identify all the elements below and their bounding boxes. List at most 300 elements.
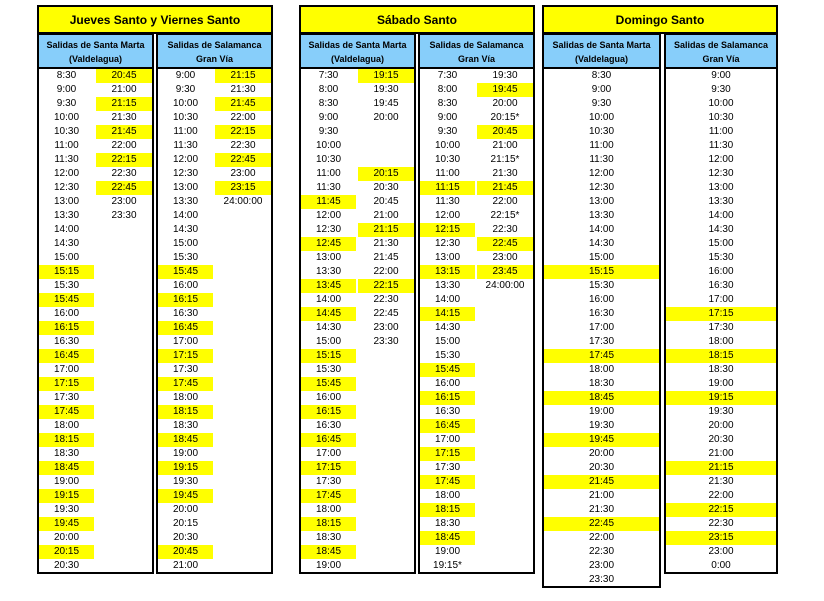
- table-row: [666, 405, 776, 419]
- time-cell: 19:15: [358, 69, 414, 83]
- time-cell: 23:15: [666, 531, 776, 545]
- table-row: [301, 195, 414, 209]
- table-row: [158, 475, 271, 489]
- time-cell: 21:00: [373, 210, 399, 221]
- time-cell: 22:15: [96, 153, 152, 167]
- time-cell: 16:00: [53, 308, 80, 319]
- table-row: [158, 153, 271, 167]
- time-cell: 15:00: [172, 238, 199, 249]
- time-cell: 8:00: [437, 84, 458, 95]
- time-cell: 18:45: [301, 545, 356, 559]
- table-row: [301, 489, 414, 503]
- table-row: [39, 545, 152, 559]
- time-cell: 22:00: [373, 266, 399, 277]
- table-row: [158, 139, 271, 153]
- time-cell: 19:15: [158, 461, 213, 475]
- time-cell: 18:00: [588, 364, 615, 375]
- table-row: [666, 181, 776, 195]
- time-cell: 14:00: [708, 210, 734, 221]
- time-cell: 15:45: [420, 363, 475, 377]
- time-cell: 21:15*: [490, 154, 520, 165]
- table-row: [39, 167, 152, 181]
- time-cell: 17:30: [53, 392, 80, 403]
- table-row: [158, 167, 271, 181]
- time-cell: 16:15: [158, 293, 213, 307]
- table-row: [420, 237, 533, 251]
- time-cell: 19:45: [158, 489, 213, 503]
- time-cell: 10:00: [53, 112, 80, 123]
- table-row: [666, 349, 776, 363]
- table-row: [301, 97, 414, 111]
- time-cell: 19:15: [666, 391, 776, 405]
- table-row: [544, 195, 659, 209]
- time-cell: 9:30: [175, 84, 196, 95]
- table-row: [158, 503, 271, 517]
- time-cell: 9:30: [711, 84, 731, 95]
- time-cell: 8:30: [437, 98, 458, 109]
- time-cell: 17:00: [434, 434, 461, 445]
- time-cell: 15:00: [53, 252, 80, 263]
- table-row: [39, 293, 152, 307]
- time-cell: 9:00: [711, 70, 731, 81]
- time-cell: 11:00: [316, 168, 341, 179]
- time-cell: 21:45: [96, 125, 152, 139]
- table-row: [301, 167, 414, 181]
- table-row: [420, 139, 533, 153]
- panel-title: Jueves Santo y Viernes Santo: [39, 7, 271, 34]
- time-cell: 20:15*: [490, 112, 520, 123]
- table-row: [666, 531, 776, 545]
- column-header-line1: Salidas de Santa Marta: [552, 40, 651, 50]
- table-row: [301, 307, 414, 321]
- table-row: [158, 335, 271, 349]
- time-cell: 20:30: [708, 434, 734, 445]
- table-row: [301, 125, 414, 139]
- table-row: [544, 363, 659, 377]
- table-row: [39, 251, 152, 265]
- time-cell: 20:45: [477, 125, 533, 139]
- table-row: [666, 237, 776, 251]
- time-cell: 15:15: [39, 265, 94, 279]
- table-row: [39, 223, 152, 237]
- time-cell: 23:45: [477, 265, 533, 279]
- time-cell: 18:30: [708, 364, 734, 375]
- table-row: [301, 517, 414, 531]
- table-row: [420, 363, 533, 377]
- table-row: [301, 419, 414, 433]
- time-cell: 16:15: [301, 405, 356, 419]
- time-cell: 15:00: [708, 238, 734, 249]
- time-cell: 15:15: [301, 349, 356, 363]
- table-row: [420, 559, 533, 573]
- table-row: [420, 475, 533, 489]
- time-cell: 14:30: [172, 224, 199, 235]
- table-row: [301, 237, 414, 251]
- time-cell: 17:15: [301, 461, 356, 475]
- time-cell: 22:45: [96, 181, 152, 195]
- time-cell: 12:30: [172, 168, 199, 179]
- time-cell: 11:45: [301, 195, 356, 209]
- time-cell: 18:30: [588, 378, 615, 389]
- time-cell: 14:00: [53, 224, 80, 235]
- time-cell: 20:00: [708, 420, 734, 431]
- table-row: [301, 279, 414, 293]
- time-cell: 15:30: [315, 364, 342, 375]
- column-header: [301, 35, 414, 69]
- time-cell: 14:00: [434, 294, 461, 305]
- time-cell: 18:30: [434, 518, 461, 529]
- time-cell: 20:45: [158, 545, 213, 559]
- time-cell: 23:00: [111, 196, 137, 207]
- table-row: [301, 293, 414, 307]
- table-row: [666, 307, 776, 321]
- time-cell: 18:45: [39, 461, 94, 475]
- time-cell: 22:30: [373, 294, 399, 305]
- time-cell: 13:00: [315, 252, 342, 263]
- column-header: [420, 35, 533, 69]
- time-cell: 11:00: [589, 140, 614, 151]
- time-cell: 15:45: [39, 293, 94, 307]
- time-cell: 16:00: [172, 280, 199, 291]
- time-cell: 10:30: [434, 154, 461, 165]
- time-cell: 16:30: [588, 308, 615, 319]
- time-cell: 22:00: [588, 532, 615, 543]
- time-cell: 21:00: [111, 84, 137, 95]
- time-cell: 9:00: [56, 84, 77, 95]
- time-cell: 16:45: [158, 321, 213, 335]
- column-header-line1: Salidas de Salamanca: [429, 40, 524, 50]
- time-cell: 15:30: [53, 280, 80, 291]
- time-cell: 15:00: [434, 336, 461, 347]
- table-row: [420, 265, 533, 279]
- time-cell: 11:30: [589, 154, 614, 165]
- table-row: [158, 531, 271, 545]
- table-row: [544, 181, 659, 195]
- time-cell: 7:30: [318, 70, 339, 81]
- time-cell: 24:00:00: [485, 280, 525, 291]
- time-cell: 12:30: [708, 168, 734, 179]
- time-cell: 18:15: [158, 405, 213, 419]
- time-cell: 18:00: [434, 490, 461, 501]
- table-row: [39, 321, 152, 335]
- table-row: [301, 461, 414, 475]
- time-cell: 10:30: [708, 112, 734, 123]
- column-header: [544, 35, 659, 69]
- time-cell: 18:15: [666, 349, 776, 363]
- time-cell: 19:00: [172, 448, 199, 459]
- time-cell: 21:00: [492, 140, 518, 151]
- time-cell: 22:45: [544, 517, 659, 531]
- table-row: [39, 447, 152, 461]
- table-row: [666, 139, 776, 153]
- time-cell: 22:45: [373, 308, 399, 319]
- time-cell: 12:00: [53, 168, 80, 179]
- time-cell: 8:30: [318, 98, 339, 109]
- table-row: [301, 531, 414, 545]
- time-cell: 21:30: [230, 84, 256, 95]
- time-cell: 22:30: [230, 140, 256, 151]
- table-row: [158, 447, 271, 461]
- time-cell: 23:00: [708, 546, 734, 557]
- time-cell: 17:30: [172, 364, 199, 375]
- schedule-rows: [39, 69, 152, 573]
- column-header-line1: Salidas de Salamanca: [167, 40, 262, 50]
- table-row: [39, 405, 152, 419]
- table-row: [666, 209, 776, 223]
- table-row: [158, 251, 271, 265]
- time-cell: 0:00: [711, 560, 731, 571]
- time-cell: 21:15: [358, 223, 414, 237]
- table-row: [39, 153, 152, 167]
- time-cell: 17:00: [588, 322, 615, 333]
- table-row: [158, 391, 271, 405]
- table-row: [666, 461, 776, 475]
- table-row: [544, 237, 659, 251]
- time-cell: 9:00: [175, 70, 196, 81]
- time-cell: 12:30: [315, 224, 342, 235]
- table-row: [420, 447, 533, 461]
- table-row: [544, 335, 659, 349]
- time-cell: 22:15: [215, 125, 271, 139]
- column-header-line2: Gran Vía: [702, 54, 740, 64]
- time-cell: 10:00: [708, 98, 734, 109]
- table-row: [39, 237, 152, 251]
- time-cell: 14:15: [420, 307, 475, 321]
- table-row: [544, 69, 659, 83]
- time-cell: 20:00: [373, 112, 399, 123]
- table-row: [420, 223, 533, 237]
- table-row: [301, 545, 414, 559]
- table-row: [301, 503, 414, 517]
- table-row: [544, 461, 659, 475]
- time-cell: 15:00: [315, 336, 342, 347]
- table-row: [544, 573, 659, 587]
- time-cell: 18:00: [708, 336, 734, 347]
- time-cell: 12:30: [434, 238, 461, 249]
- time-cell: 17:00: [315, 448, 342, 459]
- table-row: [420, 97, 533, 111]
- table-row: [666, 363, 776, 377]
- column-header: [666, 35, 776, 69]
- table-row: [39, 517, 152, 531]
- time-cell: 17:15: [420, 447, 475, 461]
- column-salamanca: [664, 33, 778, 574]
- time-cell: 22:00: [111, 140, 137, 151]
- time-cell: 11:30: [316, 182, 341, 193]
- time-cell: 22:30: [588, 546, 615, 557]
- column-salamanca: [418, 33, 535, 574]
- time-cell: 18:00: [53, 420, 80, 431]
- time-cell: 17:15: [666, 307, 776, 321]
- panel-title: Sábado Santo: [301, 7, 533, 34]
- table-row: [420, 377, 533, 391]
- time-cell: 15:45: [158, 265, 213, 279]
- time-cell: 20:15: [39, 545, 94, 559]
- panel-title: Domingo Santo: [544, 7, 776, 34]
- time-cell: 17:45: [158, 377, 213, 391]
- time-cell: 12:00: [315, 210, 342, 221]
- table-row: [301, 265, 414, 279]
- time-cell: 18:30: [53, 448, 80, 459]
- table-row: [158, 461, 271, 475]
- table-row: [420, 489, 533, 503]
- table-row: [39, 181, 152, 195]
- table-row: [544, 517, 659, 531]
- time-cell: 21:15: [666, 461, 776, 475]
- table-row: [420, 545, 533, 559]
- table-row: [158, 279, 271, 293]
- table-row: [301, 405, 414, 419]
- time-cell: 11:30: [54, 154, 79, 165]
- time-cell: 19:30: [708, 406, 734, 417]
- table-row: [544, 447, 659, 461]
- time-cell: 20:45: [96, 69, 152, 83]
- table-row: [301, 251, 414, 265]
- time-cell: 16:45: [39, 349, 94, 363]
- time-cell: 17:30: [434, 462, 461, 473]
- time-cell: 19:45: [477, 83, 533, 97]
- time-cell: 8:30: [591, 70, 612, 81]
- table-row: [158, 209, 271, 223]
- table-row: [544, 251, 659, 265]
- time-cell: 19:00: [53, 476, 80, 487]
- table-row: [420, 167, 533, 181]
- time-cell: 22:30: [708, 518, 734, 529]
- time-cell: 22:30: [111, 168, 137, 179]
- time-cell: 17:00: [53, 364, 80, 375]
- table-row: [666, 447, 776, 461]
- time-cell: 23:00: [588, 560, 615, 571]
- table-row: [544, 377, 659, 391]
- table-row: [301, 335, 414, 349]
- time-cell: 14:30: [434, 322, 461, 333]
- time-cell: 21:30: [588, 504, 615, 515]
- table-row: [666, 517, 776, 531]
- time-cell: 12:00: [708, 154, 734, 165]
- table-row: [420, 209, 533, 223]
- column-header: [39, 35, 152, 69]
- time-cell: 21:00: [172, 560, 199, 571]
- table-row: [158, 83, 271, 97]
- table-row: [301, 363, 414, 377]
- table-row: [420, 83, 533, 97]
- table-row: [666, 545, 776, 559]
- time-cell: 16:30: [53, 336, 80, 347]
- time-cell: 15:45: [301, 377, 356, 391]
- table-row: [158, 293, 271, 307]
- time-cell: 16:30: [315, 420, 342, 431]
- table-row: [39, 349, 152, 363]
- time-cell: 19:00: [708, 378, 734, 389]
- table-row: [666, 167, 776, 181]
- table-row: [544, 321, 659, 335]
- table-row: [39, 531, 152, 545]
- table-row: [301, 349, 414, 363]
- table-row: [420, 503, 533, 517]
- time-cell: 13:45: [301, 279, 356, 293]
- time-cell: 18:30: [315, 532, 342, 543]
- table-row: [158, 363, 271, 377]
- time-cell: 16:00: [315, 392, 342, 403]
- time-cell: 23:30: [373, 336, 399, 347]
- table-row: [158, 321, 271, 335]
- table-row: [39, 391, 152, 405]
- column-santa-marta: [37, 33, 154, 574]
- table-row: [39, 419, 152, 433]
- time-cell: 15:00: [588, 252, 615, 263]
- table-row: [666, 125, 776, 139]
- time-cell: 19:00: [434, 546, 461, 557]
- time-cell: 9:30: [318, 126, 339, 137]
- time-cell: 15:15: [544, 265, 659, 279]
- time-cell: 16:30: [708, 280, 734, 291]
- table-row: [666, 293, 776, 307]
- time-cell: 20:30: [588, 462, 615, 473]
- time-cell: 21:45: [544, 475, 659, 489]
- table-row: [39, 377, 152, 391]
- column-header: [158, 35, 271, 69]
- time-cell: 21:00: [588, 490, 615, 501]
- table-row: [666, 419, 776, 433]
- table-row: [544, 405, 659, 419]
- time-cell: 22:30: [492, 224, 518, 235]
- column-header-line2: (Valdelagua): [68, 54, 122, 64]
- time-cell: 17:30: [315, 476, 342, 487]
- table-row: [666, 97, 776, 111]
- time-cell: 21:00: [708, 448, 734, 459]
- time-cell: 21:45: [477, 181, 533, 195]
- table-row: [544, 97, 659, 111]
- time-cell: 12:00: [434, 210, 461, 221]
- time-cell: 11:00: [435, 168, 460, 179]
- time-cell: 19:00: [588, 406, 615, 417]
- column-header-line1: Salidas de Santa Marta: [46, 40, 145, 50]
- time-cell: 18:00: [315, 504, 342, 515]
- time-cell: 22:15: [666, 503, 776, 517]
- time-cell: 21:30: [492, 168, 518, 179]
- time-cell: 19:30: [53, 504, 80, 515]
- time-cell: 17:30: [708, 322, 734, 333]
- table-row: [420, 111, 533, 125]
- table-row: [301, 559, 414, 573]
- time-cell: 21:15: [215, 69, 271, 83]
- time-cell: 16:15: [39, 321, 94, 335]
- time-cell: 11:00: [708, 126, 734, 137]
- time-cell: 15:30: [172, 252, 199, 263]
- time-cell: 22:00: [492, 196, 518, 207]
- table-row: [544, 559, 659, 573]
- table-row: [420, 335, 533, 349]
- time-cell: 14:30: [588, 238, 615, 249]
- time-cell: 7:30: [437, 70, 458, 81]
- time-cell: 22:00: [230, 112, 256, 123]
- time-cell: 9:30: [56, 98, 77, 109]
- table-row: [420, 251, 533, 265]
- table-row: [666, 559, 776, 573]
- table-row: [420, 293, 533, 307]
- table-row: [158, 405, 271, 419]
- time-cell: 11:30: [173, 140, 198, 151]
- table-row: [158, 559, 271, 573]
- table-row: [666, 335, 776, 349]
- time-cell: 13:15: [420, 265, 475, 279]
- time-cell: 15:30: [434, 350, 461, 361]
- time-cell: 19:30: [492, 70, 518, 81]
- time-cell: 23:00: [373, 322, 399, 333]
- table-row: [420, 195, 533, 209]
- time-cell: 22:15: [358, 279, 414, 293]
- time-cell: 17:30: [588, 336, 615, 347]
